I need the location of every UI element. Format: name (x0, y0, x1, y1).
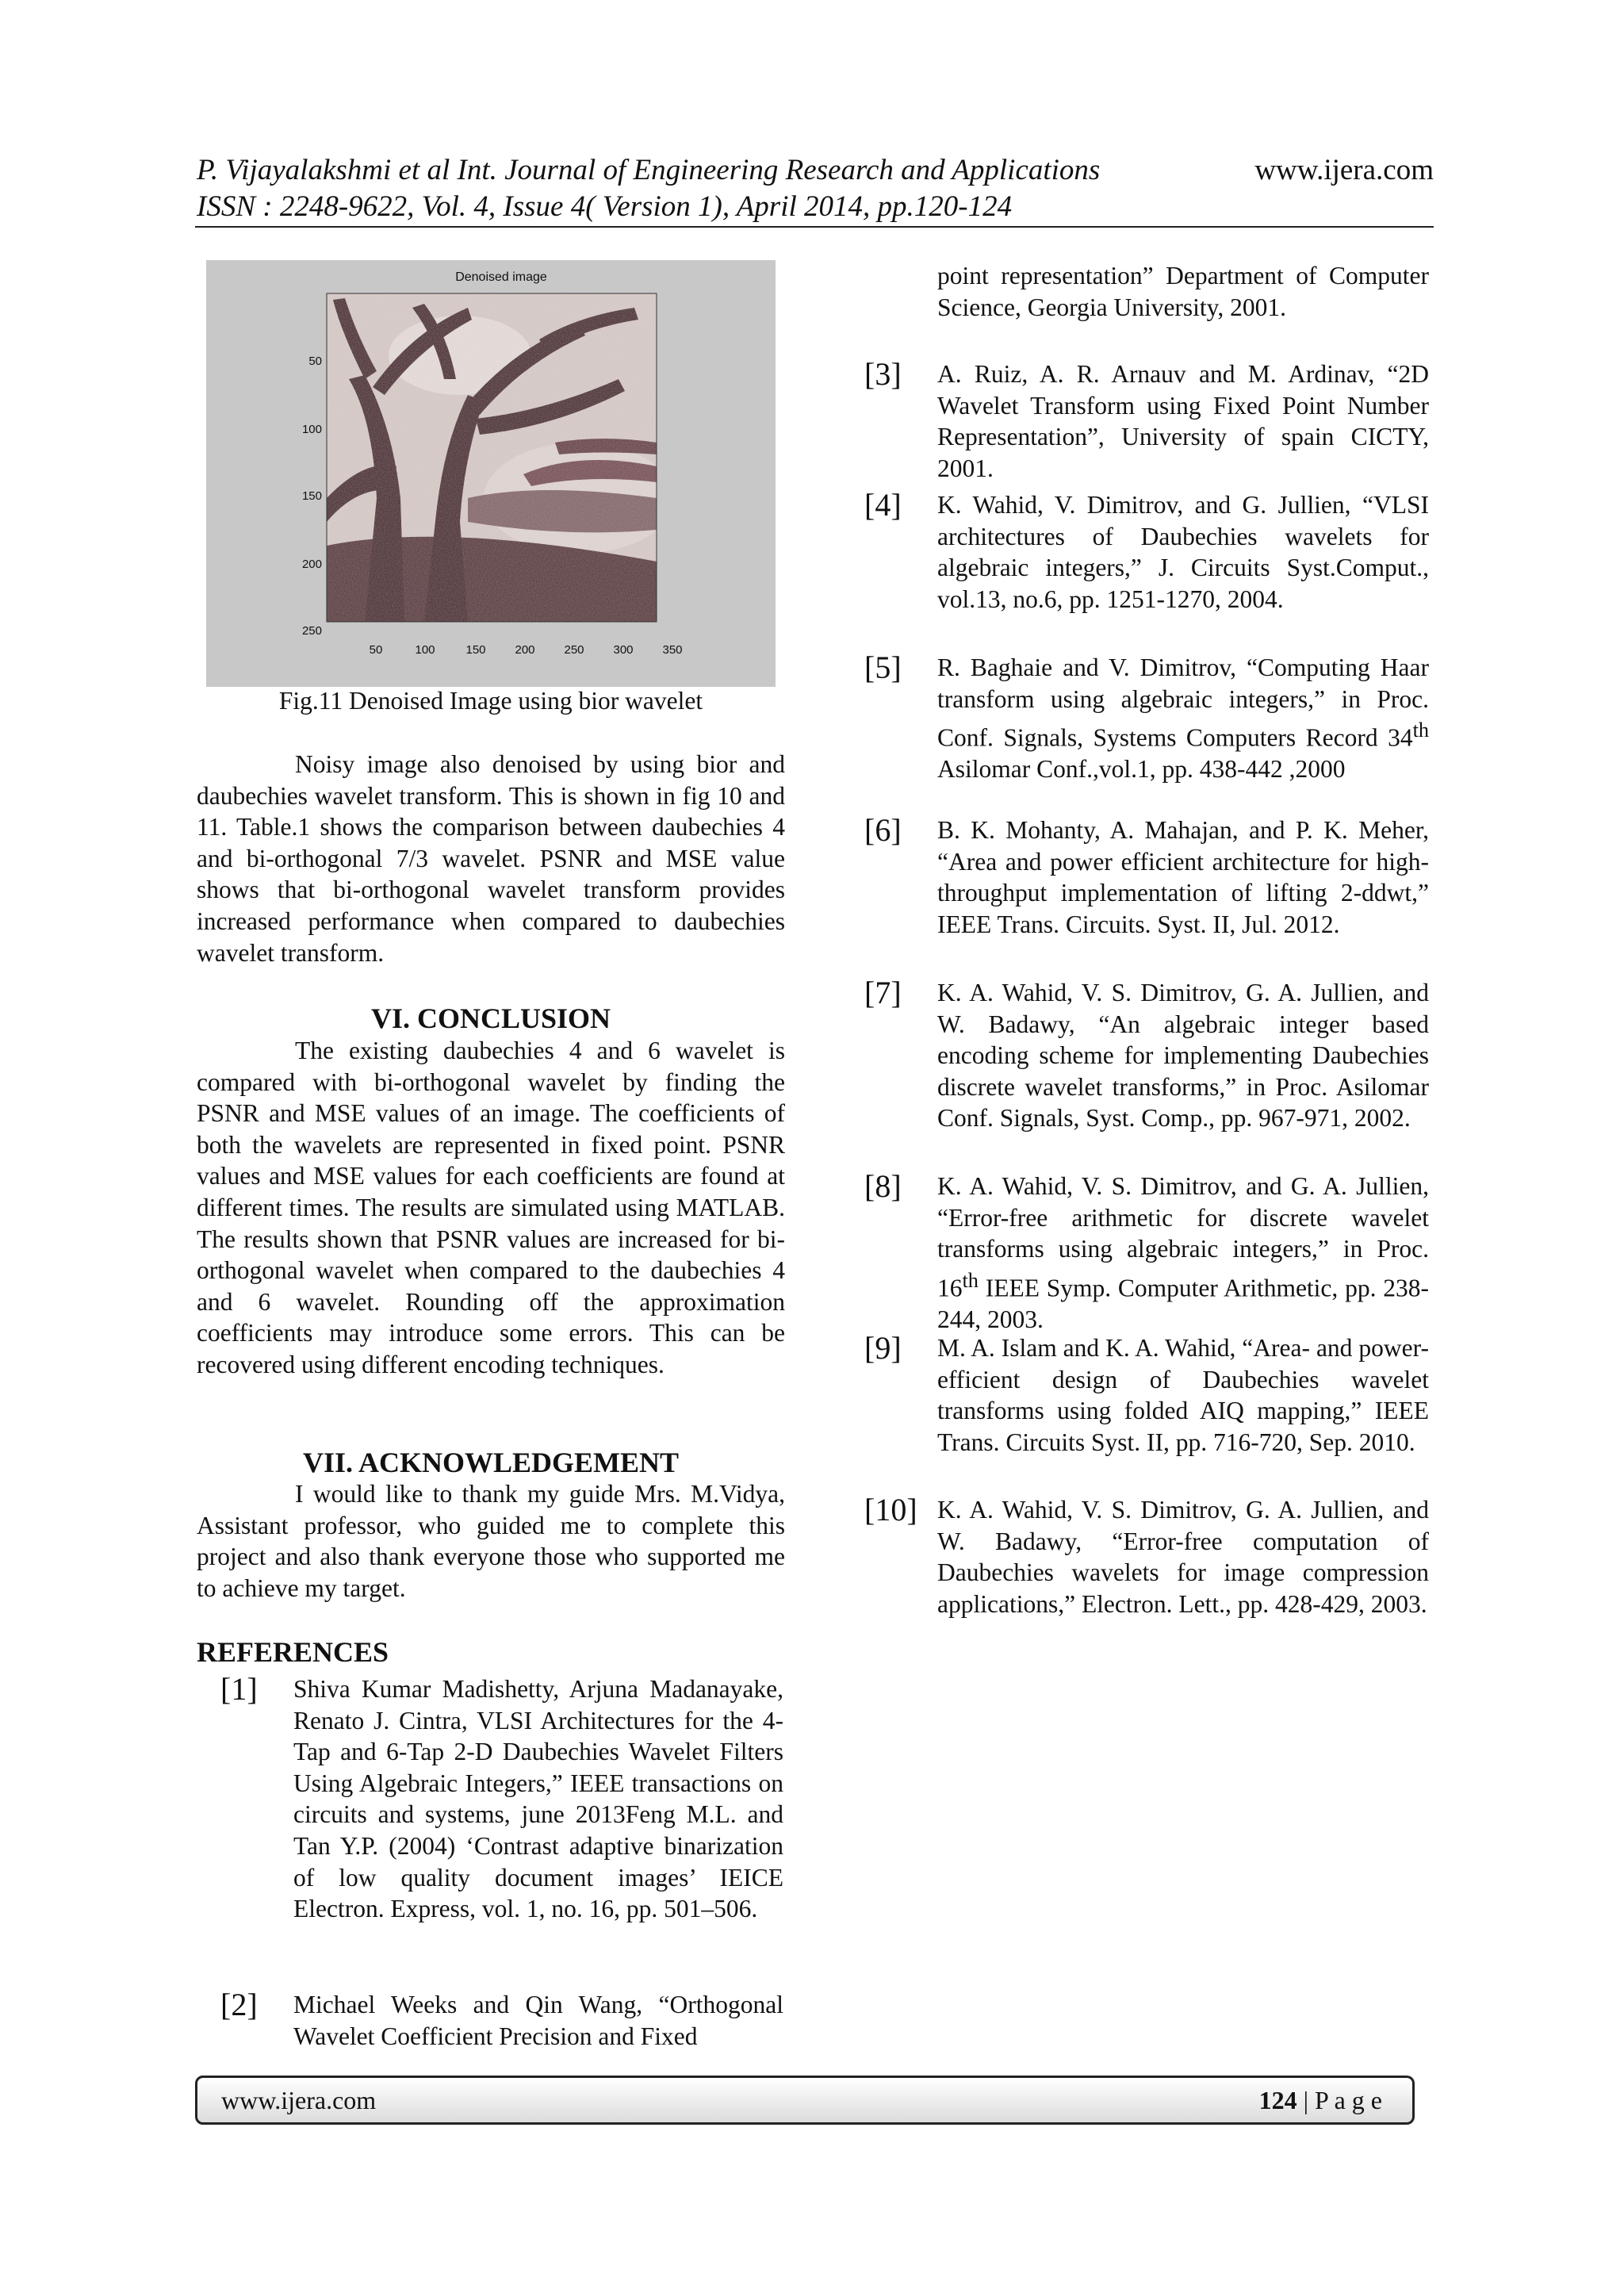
reference-number: [6] (864, 812, 902, 848)
references-heading: REFERENCES (197, 1636, 389, 1668)
reference-text-part: R. Baghaie and V. Dimitrov, “Computing Haar transform using algebraic integers,” in Proc. Conf. Signals, Systems Computers Record 34 (937, 654, 1429, 752)
header-site-link[interactable]: www.ijera.com (1254, 154, 1434, 186)
reference-text: Shiva Kumar Madishetty, Arjuna Madanayake, Renato J. Cintra, VLSI Architectures for the 4-Tap and 6-Tap 2-D Daubechies Wavelet Filters Using Algebraic Integers,” IEEE transactions on circuits and systems, june 2013Feng M.L. and Tan Y.P. (2004) ‘Contrast adaptive binarization of low quality document images’ IEICE Electron. Express, vol. 1, no. 16, pp. 501–506. (293, 1675, 783, 1923)
reference-5 (864, 652, 1429, 785)
header-rule (195, 226, 1434, 228)
superscript: th (1412, 719, 1429, 742)
reference-number: [1] (220, 1671, 258, 1707)
x-tick: 50 (369, 643, 383, 657)
x-tick: 100 (415, 643, 435, 657)
x-axis-ticks (370, 643, 683, 657)
body-text: Noisy image also denoised by using bior and daubechies wavelet transform. This is shown in fig 10 and 11. Table.1 shows the comparison between daubechies 4 and bi-orthogonal 7/3 wavelet. PSNR and MSE value shows that bi-orthogonal wavelet transform provides increased performance when compared to daubechies wavelet transform. (197, 750, 785, 967)
running-header (197, 152, 1434, 225)
reference-number: [10] (864, 1492, 917, 1527)
reference-text-part: IEEE Symp. Computer Arithmetic, pp. 238-244, 2003. (937, 1274, 1429, 1333)
reference-text: A. Ruiz, A. R. Arnauv and M. Ardinav, “2D Wavelet Transform using Fixed Point Number Representation”, University of spain CICTY, 2001. (937, 360, 1429, 482)
x-tick: 250 (564, 643, 584, 657)
reference-text: K. A. Wahid, V. S. Dimitrov, G. A. Jullien, and W. Badawy, “An algebraic integer based encoding scheme for implementing Daubechies discrete wavelet transforms,” in Proc. Asilomar Conf. Signals, Syst. Comp., pp. 967-971, 2002. (937, 979, 1429, 1133)
reference-8 (864, 1168, 1429, 1335)
y-tick: 250 (301, 624, 322, 638)
acknowledgement-text: I would like to thank my guide Mrs. M.Vidya, Assistant professor, who guided me to complete this project and also thank everyone those who supported me to achieve my target. (197, 1480, 785, 1602)
tree-image (327, 293, 674, 622)
page-number (1259, 2086, 1382, 2115)
denoised-image-figure (206, 260, 776, 687)
reference-number: [4] (864, 487, 902, 523)
page-label: | P a g e (1297, 2085, 1382, 2114)
reference-number: [7] (864, 975, 902, 1010)
journal-title: P. Vijayalakshmi et al Int. Journal of Engineering Research and Applications (197, 154, 1101, 186)
reference-text-part: K. A. Wahid, V. S. Dimitrov, and G. A. Jullien, “Error-free arithmetic for discrete wavelet transforms using algebraic integers,” in Proc. 16 (937, 1172, 1429, 1302)
y-axis-ticks (302, 355, 322, 638)
reference-text (937, 1171, 1429, 1335)
body-paragraph (197, 749, 785, 968)
acknowledgement-heading: VII. ACKNOWLEDGEMENT (302, 1447, 680, 1478)
y-tick: 50 (308, 355, 322, 368)
figure-title: Denoised image (455, 270, 547, 284)
x-tick: 300 (613, 643, 634, 657)
acknowledgement-section (197, 1478, 785, 1604)
conclusion-section (197, 1035, 785, 1381)
reference-6 (864, 812, 1429, 940)
reference-text: K. A. Wahid, V. S. Dimitrov, G. A. Jullien, and W. Badawy, “Error-free computation of Daubechies wavelets for image compression applications,” Electron. Lett., pp. 428-429, 2003. (937, 1496, 1429, 1618)
issn-line: ISSN : 2248-9622, Vol. 4, Issue 4( Version 1), April 2014, pp.120-124 (197, 190, 1013, 223)
x-tick: 200 (515, 643, 535, 657)
x-tick: 150 (465, 643, 486, 657)
reference-2 (220, 1989, 783, 2052)
reference-7 (864, 977, 1429, 1134)
conclusion-text: The existing daubechies 4 and 6 wavelet is compared with bi-orthogonal wavelet by finding the PSNR and MSE values of an image. The coefficients of both the wavelets are represented in fixed point. PSNR values and MSE values for each coefficients are found at different times. The results are simulated using MATLAB. The results shown that PSNR values are increased for bi-orthogonal wavelet when compared to the daubechies 4 and 6 wavelet. Rounding off the approximation coefficients may introduce some errors. This can be recovered using different encoding techniques. (197, 1037, 785, 1378)
conclusion-heading: VI. CONCLUSION (370, 1002, 611, 1034)
reference-text: point representation” Department of Computer Science, Georgia University, 2001. (937, 262, 1429, 321)
reference-number: [8] (864, 1168, 902, 1204)
reference-number: [3] (864, 356, 902, 392)
reference-text: K. Wahid, V. Dimitrov, and G. Jullien, “VLSI architectures of Daubechies wavelets for algebraic integers,” J. Circuits Syst.Comput., vol.13, no.6, pp. 1251-1270, 2004. (937, 491, 1429, 613)
figure-plot (206, 260, 776, 687)
reference-text-part: Asilomar Conf.,vol.1, pp. 438-442 ,2000 (937, 755, 1346, 784)
reference-number (864, 260, 937, 323)
reference-number: [5] (864, 650, 902, 685)
reference-10 (864, 1494, 1429, 1619)
y-tick: 150 (301, 489, 322, 503)
figure-caption: Fig.11 Denoised Image using bior wavelet (278, 687, 703, 715)
superscript: th (962, 1268, 979, 1292)
reference-text: B. K. Mohanty, A. Mahajan, and P. K. Meher, “Area and power efficient architecture for high-throughput implementation of lifting 2-ddwt,” IEEE Trans. Circuits. Syst. II, Jul. 2012. (937, 816, 1429, 938)
reference-3 (864, 358, 1429, 484)
page-footer (195, 2076, 1415, 2125)
y-tick: 200 (301, 558, 322, 571)
reference-text (937, 652, 1429, 785)
reference-9 (864, 1332, 1429, 1458)
reference-1 (220, 1673, 783, 1925)
x-tick: 350 (662, 643, 683, 657)
footer-site-link[interactable]: www.ijera.com (221, 2085, 377, 2114)
y-tick: 100 (301, 423, 322, 436)
reference-number: [9] (864, 1330, 902, 1366)
reference-text: Michael Weeks and Qin Wang, “Orthogonal Wavelet Coefficient Precision and Fixed (293, 1991, 783, 2050)
reference-number: [2] (220, 1987, 258, 2022)
page-number-value: 124 (1258, 2085, 1297, 2114)
reference-text: M. A. Islam and K. A. Wahid, “Area- and power-efficient design of Daubechies wavelet transforms using folded AIQ mapping,” IEEE Trans. Circuits Syst. II, pp. 716-720, Sep. 2010. (937, 1334, 1429, 1456)
reference-2-continued (864, 260, 1429, 323)
reference-4 (864, 489, 1429, 615)
